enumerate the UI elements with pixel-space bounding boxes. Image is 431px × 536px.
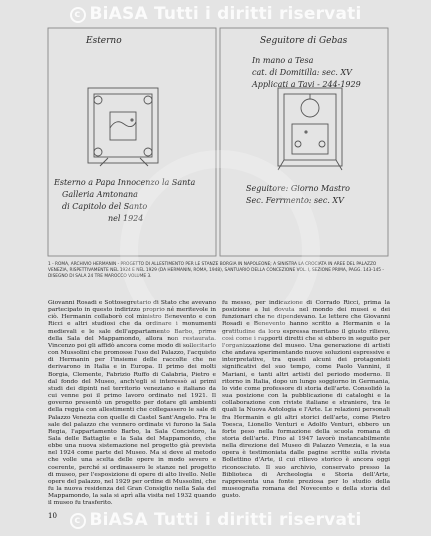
figure-caption: 1 - ROMA, ARCHIVIO HERMANIN - PROGETTO DI ALLESTIMENTO PER LE STANZE BORGIA IN NAPOLEONE; A SINISTRA LA CROCIATA IN AREE DEL PALAZZO VENEZIA, RISPETTIVAMENTE NEL 1924 E NEL 1929 (DA HERMANIN, ROMA, 1948), SANTUARIO DELLA CONCEZIONE VOL. I, SEZIONE PRIMA, PAGG. 143-145 - DISEGNO DI SALA 24 TRE MAROCCO VOLUME 3. xyxy=(48,262,384,280)
sketch-right-bottom-note: Seguitore: Giorno Mastro xyxy=(246,184,350,193)
sketch-right-note: Applicati a Tavi - 244-1929 xyxy=(252,80,361,89)
sketch-left-bottom-note: di Capitolo del Santo xyxy=(62,202,148,211)
sketch-left-bottom-note: Esterno a Papa Innocenzo la Santa xyxy=(54,178,196,187)
copyright-icon: c xyxy=(70,7,86,23)
watermark-text: BiASA Tutti i diritti riservati xyxy=(89,510,362,530)
sketch-drawing xyxy=(48,28,388,258)
page-number: 10 xyxy=(48,512,57,520)
copyright-icon: c xyxy=(70,513,86,529)
watermark-text: BiASA Tutti i diritti riservati xyxy=(89,4,362,24)
sketch-left-bottom-note: Galleria Amtonana xyxy=(62,190,138,199)
sketch-left-bottom-note: nel 1924 xyxy=(108,214,144,223)
text-column-right: fu messo, per indicazione di Corrado Ricci, prima la posizione a lui dovuta nel mondo dei musei e dei funzionari che ne dipendevano. Le lettere che Giovanni Rosadi e Benevento hanno scritto a Hermanin e la gratitudine da loro espressa meritano il giusto rilievo, così come i rapporti diretti che si ebbero in seguito per l'organizzazione del museo. Una generazione di artisti che andava sperimentando nuove soluzioni espressive e interpretative, tra questi alcuni dei protagonisti significativi del suo tempo, come Paolo Vannini, il Mariani, e tanti altri artisti del periodo moderno. Il ritorno in Italia, dopo un lungo soggiorno in Germania, lo vide come professore di storia dell'arte. Consolidò la sua posizione con la pubblicazione di cataloghi e la collaborazione con riviste italiane e straniere, tra le quali la Nuova Antologia e l'Arte. Le relazioni personali fra Hermanin e gli altri storici dell'arte, come Pietro Toesca, Lionello Venturi e Adolfo Venturi, ebbero un forte peso nella formazione della scuola romana di storia dell'arte. Fino al 1947 lavorò instancabilmente nella direzione del Museo di Palazzo Venezia, e la sua opera è testimoniata dalle pagine scritte sulla rivista Bollettino d'Arte, il cui rilievo storico è ancora oggi riconosciuto. Il suo archivio, conservato presso la Biblioteca di Archeologia e Storia dell'Arte, rappresenta una fonte preziosa per lo studio della museografia romana del Novecento e della storia del gusto. xyxy=(222,300,390,500)
sketch-right-note: In mano a Tesa xyxy=(252,56,314,65)
sketch-left-label: Esterno xyxy=(86,36,122,46)
sketch-figure xyxy=(48,28,388,258)
text-column-left: Giovanni Rosadi e Sottosegretario di Stato che avevano partecipato in questo indirizzo proprio né meritevole in ciò. Hermanin collaborò col ministro Benevento e con Ricci e altri studiosi che da ordinare i monumenti medievali e le sale dell'appartamento Barbo, prima della Sala del Mappamondo, allora non restaurata. Vincenzo poi gli affidò ancora come modo di sollecitarlo con Mussolini che promosse l'uso del Palazzo, l'acquisto di Hermanin per l'insieme delle raccolte che ne derivarono in Italia e in Europa. Il primo dei molti Borgia, Clemente, Fabrizio Ruffo di Calabria, Pietro e dal fondo del Museo, anch'egli si interessò ai primi studi dei dipinti nel territorio veneziano e italiano da cui venne poi il primo lavoro ordinato nel 1921. Il governo presentò un progetto per dotare gli ambienti della reggia con allestimenti che collegassero le sale di Palazzo Venezia con quelle di Castel Sant'Angelo. Fra le sale del palazzo che vennero ordinate vi furono la Sala Regia, l'appartamento Barbo, la Sala Concistoro, la Sala delle Battaglie e la Sala del Mappamondo, che ebbe una nuova sistemazione nel progetto già prevista nel 1924 come parte del Museo. Ma si deve al metodo che volle una scelta delle opere in modo severo e coerente, perché si ordinassero le stanze nel progetto di museo, per l'esposizione di opere di alto livello. Nelle opere del palazzo, nel 1929 per ordine di Mussolini, che fu la nuova residenza del Gran Consiglio nella Sala del Mappamondo, la sala si aprì alla visita nel 1932 quando il museo fu trasferito. xyxy=(48,300,216,507)
watermark-bottom xyxy=(0,510,431,530)
sketch-right-label: Seguitore di Gebas xyxy=(260,36,348,46)
sketch-right-bottom-note: Sec. Ferrmento: sec. XV xyxy=(246,196,344,205)
watermark-top xyxy=(0,4,431,24)
sketch-right-note: cat. di Domitilla: sec. XV xyxy=(252,68,352,77)
